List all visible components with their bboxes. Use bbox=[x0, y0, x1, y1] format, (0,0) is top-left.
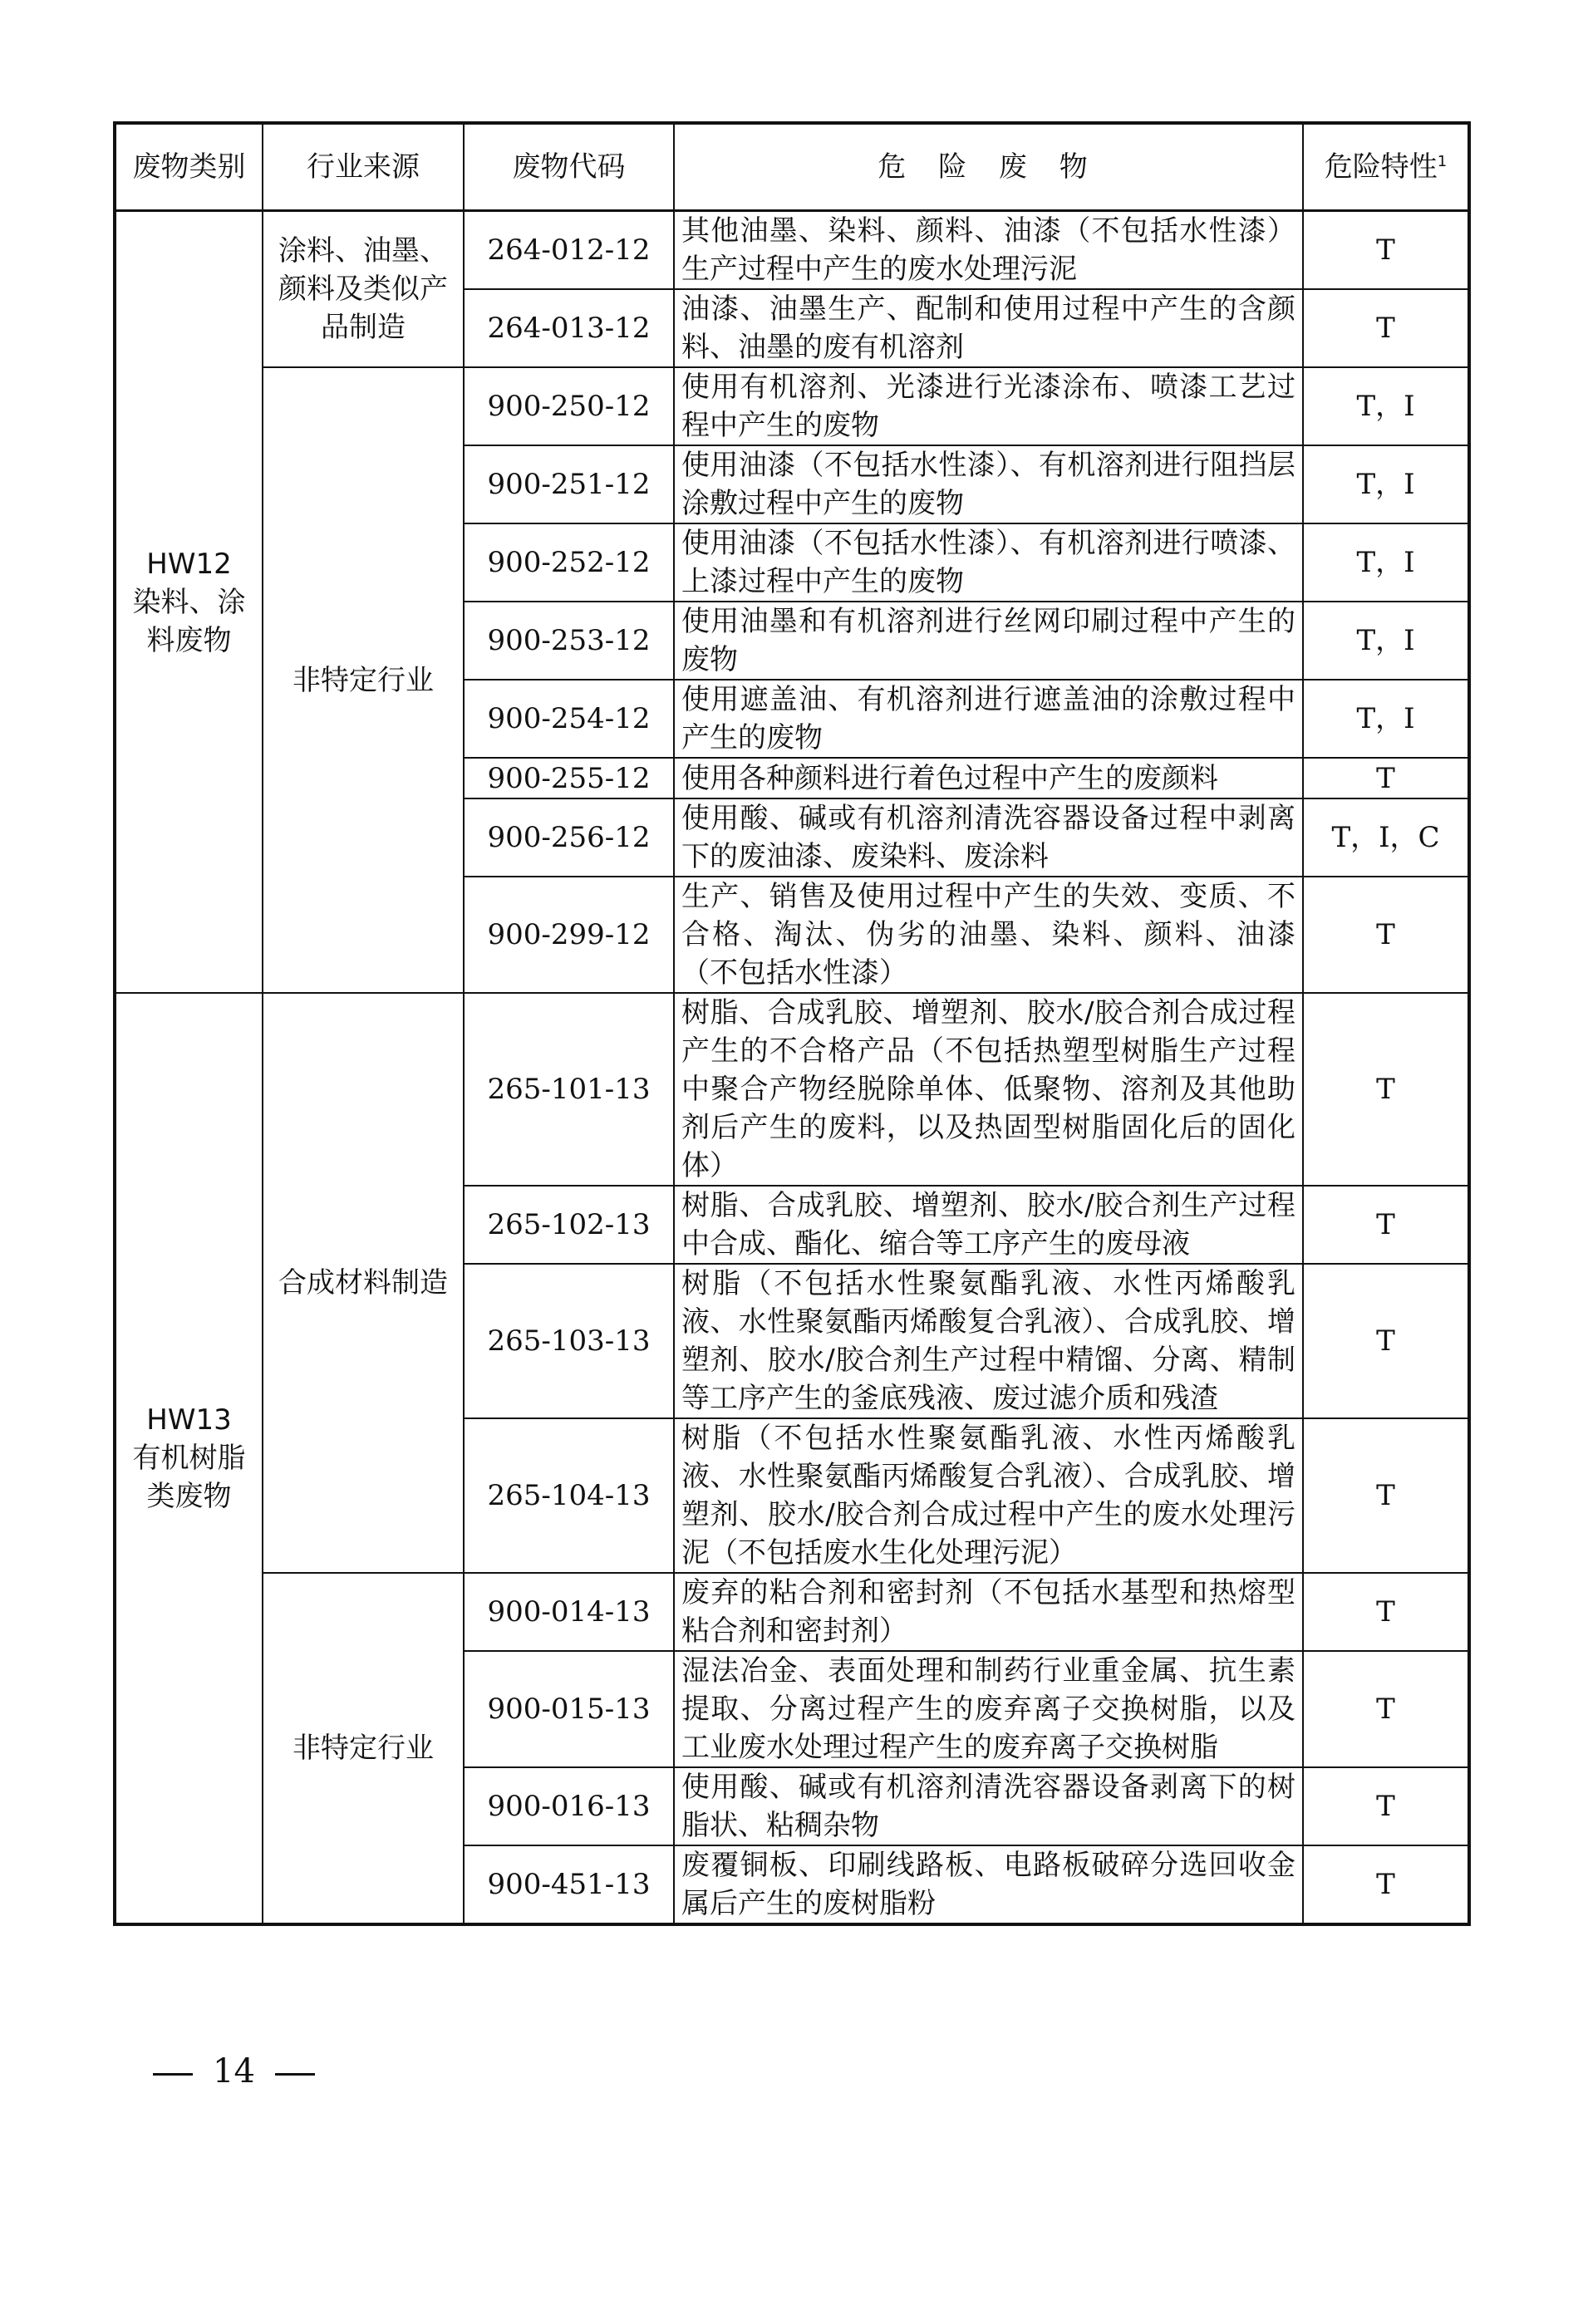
waste-description-cell: 使用酸、碱或有机溶剂清洗容器设备过程中剥离下的废油漆、废染料、废涂料 bbox=[674, 798, 1303, 877]
hazard-property-cell: T，I，C bbox=[1303, 798, 1469, 877]
hazard-property-cell: T bbox=[1303, 1186, 1469, 1264]
hazard-property-cell: T，I bbox=[1303, 680, 1469, 758]
industry-source-cell bbox=[263, 211, 464, 368]
industry-source-cell bbox=[263, 1573, 464, 1924]
hazard-property-cell: T，I bbox=[1303, 523, 1469, 602]
hazard-property-cell: T bbox=[1303, 289, 1469, 367]
hazard-property-cell: T，I bbox=[1303, 602, 1469, 680]
waste-code-cell: 900-253-12 bbox=[464, 602, 674, 680]
waste-code-cell: 900-256-12 bbox=[464, 798, 674, 877]
header-hazard-footnote: 1 bbox=[1437, 153, 1448, 170]
table-row bbox=[115, 367, 1469, 445]
header-hazard-label: 危险特性 bbox=[1324, 150, 1438, 184]
waste-description-cell: 使用各种颜料进行着色过程中产生的废颜料 bbox=[674, 758, 1303, 798]
waste-description-cell: 使用遮盖油、有机溶剂进行遮盖油的涂敷过程中产生的废物 bbox=[674, 680, 1303, 758]
hazard-property-cell: T bbox=[1303, 1264, 1469, 1418]
header-code: 废物代码 bbox=[464, 123, 674, 211]
header-description bbox=[674, 123, 1303, 211]
hazard-property-cell: T bbox=[1303, 758, 1469, 798]
waste-description-cell: 其他油墨、染料、颜料、油漆（不包括水性漆）生产过程中产生的废水处理污泥 bbox=[674, 211, 1303, 290]
waste-category-label: HW13 有机树脂 类废物 bbox=[132, 1403, 246, 1513]
industry-source-label: 合成材料制造 bbox=[278, 1266, 448, 1300]
page-footer bbox=[133, 2052, 335, 2091]
waste-code-cell: 900-254-12 bbox=[464, 680, 674, 758]
header-hazard bbox=[1303, 123, 1469, 211]
industry-source-cell bbox=[263, 993, 464, 1573]
waste-category-cell bbox=[115, 211, 263, 994]
page-dash-right bbox=[275, 2073, 315, 2076]
waste-code-cell: 264-012-12 bbox=[464, 211, 674, 290]
table-row bbox=[115, 211, 1469, 290]
waste-description-cell: 废弃的粘合剂和密封剂（不包括水基型和热熔型粘合剂和密封剂） bbox=[674, 1573, 1303, 1651]
waste-code-cell: 900-255-12 bbox=[464, 758, 674, 798]
table-body bbox=[115, 211, 1469, 1925]
hazard-property-cell: T，I bbox=[1303, 445, 1469, 523]
waste-description-cell: 使用酸、碱或有机溶剂清洗容器设备剥离下的树脂状、粘稠杂物 bbox=[674, 1767, 1303, 1845]
waste-code-cell: 900-299-12 bbox=[464, 877, 674, 993]
waste-description-cell: 生产、销售及使用过程中产生的失效、变质、不合格、淘汰、伪劣的油墨、染料、颜料、油漆（不包括水性漆） bbox=[674, 877, 1303, 993]
waste-description-cell: 使用油漆（不包括水性漆）、有机溶剂进行阻挡层涂敷过程中产生的废物 bbox=[674, 445, 1303, 523]
waste-code-cell: 265-103-13 bbox=[464, 1264, 674, 1418]
waste-code-cell: 265-102-13 bbox=[464, 1186, 674, 1264]
waste-code-cell: 900-251-12 bbox=[464, 445, 674, 523]
waste-code-cell: 900-451-13 bbox=[464, 1845, 674, 1924]
waste-description-cell: 树脂（不包括水性聚氨酯乳液、水性丙烯酸乳液、水性聚氨酯丙烯酸复合乳液）、合成乳胶、增塑剂、胶水/胶合剂生产过程中精馏、分离、精制等工序产生的釜底残液、废过滤介质和残渣 bbox=[674, 1264, 1303, 1418]
header-source: 行业来源 bbox=[263, 123, 464, 211]
waste-category-cell bbox=[115, 993, 263, 1924]
header-description-label: 危 险 废 物 bbox=[878, 150, 1099, 184]
waste-code-cell: 265-104-13 bbox=[464, 1418, 674, 1573]
waste-code-cell: 900-015-13 bbox=[464, 1651, 674, 1767]
table-row bbox=[115, 1573, 1469, 1651]
hazard-property-cell: T bbox=[1303, 1845, 1469, 1924]
hazard-property-cell: T bbox=[1303, 1651, 1469, 1767]
hazard-property-cell: T，I bbox=[1303, 367, 1469, 445]
industry-source-label: 非特定行业 bbox=[293, 663, 434, 697]
waste-code-cell: 900-016-13 bbox=[464, 1767, 674, 1845]
hazardous-waste-table bbox=[113, 121, 1471, 1926]
table-row bbox=[115, 993, 1469, 1186]
hazard-property-cell: T bbox=[1303, 877, 1469, 993]
page-number: 14 bbox=[213, 2052, 255, 2091]
waste-code-cell: 900-252-12 bbox=[464, 523, 674, 602]
industry-source-label: 非特定行业 bbox=[293, 1732, 434, 1765]
table-header-row bbox=[115, 123, 1469, 211]
waste-description-cell: 树脂、合成乳胶、增塑剂、胶水/胶合剂合成过程产生的不合格产品（不包括热塑型树脂生产过程中聚合产物经脱除单体、低聚物、溶剂及其他助剂后产生的废料，以及热固型树脂固化后的固化体） bbox=[674, 993, 1303, 1186]
industry-source-cell bbox=[263, 367, 464, 993]
waste-description-cell: 树脂、合成乳胶、增塑剂、胶水/胶合剂生产过程中合成、酯化、缩合等工序产生的废母液 bbox=[674, 1186, 1303, 1264]
hazard-property-cell: T bbox=[1303, 1418, 1469, 1573]
waste-code-cell: 264-013-12 bbox=[464, 289, 674, 367]
waste-description-cell: 使用有机溶剂、光漆进行光漆涂布、喷漆工艺过程中产生的废物 bbox=[674, 367, 1303, 445]
waste-description-cell: 使用油漆（不包括水性漆）、有机溶剂进行喷漆、上漆过程中产生的废物 bbox=[674, 523, 1303, 602]
page-dash-left bbox=[153, 2073, 193, 2076]
waste-code-cell: 900-014-13 bbox=[464, 1573, 674, 1651]
waste-category-label: HW12 染料、涂 料废物 bbox=[132, 547, 246, 657]
waste-description-cell: 废覆铜板、印刷线路板、电路板破碎分选回收金属后产生的废树脂粉 bbox=[674, 1845, 1303, 1924]
waste-description-cell: 油漆、油墨生产、配制和使用过程中产生的含颜料、油墨的废有机溶剂 bbox=[674, 289, 1303, 367]
hazard-property-cell: T bbox=[1303, 993, 1469, 1186]
industry-source-label: 涂料、油墨、 颜料及类似产 品制造 bbox=[278, 234, 448, 344]
waste-description-cell: 使用油墨和有机溶剂进行丝网印刷过程中产生的废物 bbox=[674, 602, 1303, 680]
hazard-property-cell: T bbox=[1303, 211, 1469, 290]
waste-code-cell: 265-101-13 bbox=[464, 993, 674, 1186]
header-category: 废物类别 bbox=[115, 123, 263, 211]
hazard-property-cell: T bbox=[1303, 1767, 1469, 1845]
waste-code-cell: 900-250-12 bbox=[464, 367, 674, 445]
waste-description-cell: 树脂（不包括水性聚氨酯乳液、水性丙烯酸乳液、水性聚氨酯丙烯酸复合乳液）、合成乳胶、增塑剂、胶水/胶合剂合成过程中产生的废水处理污泥（不包括废水生化处理污泥） bbox=[674, 1418, 1303, 1573]
waste-description-cell: 湿法冶金、表面处理和制药行业重金属、抗生素提取、分离过程产生的废弃离子交换树脂，以及工业废水处理过程产生的废弃离子交换树脂 bbox=[674, 1651, 1303, 1767]
hazard-property-cell: T bbox=[1303, 1573, 1469, 1651]
